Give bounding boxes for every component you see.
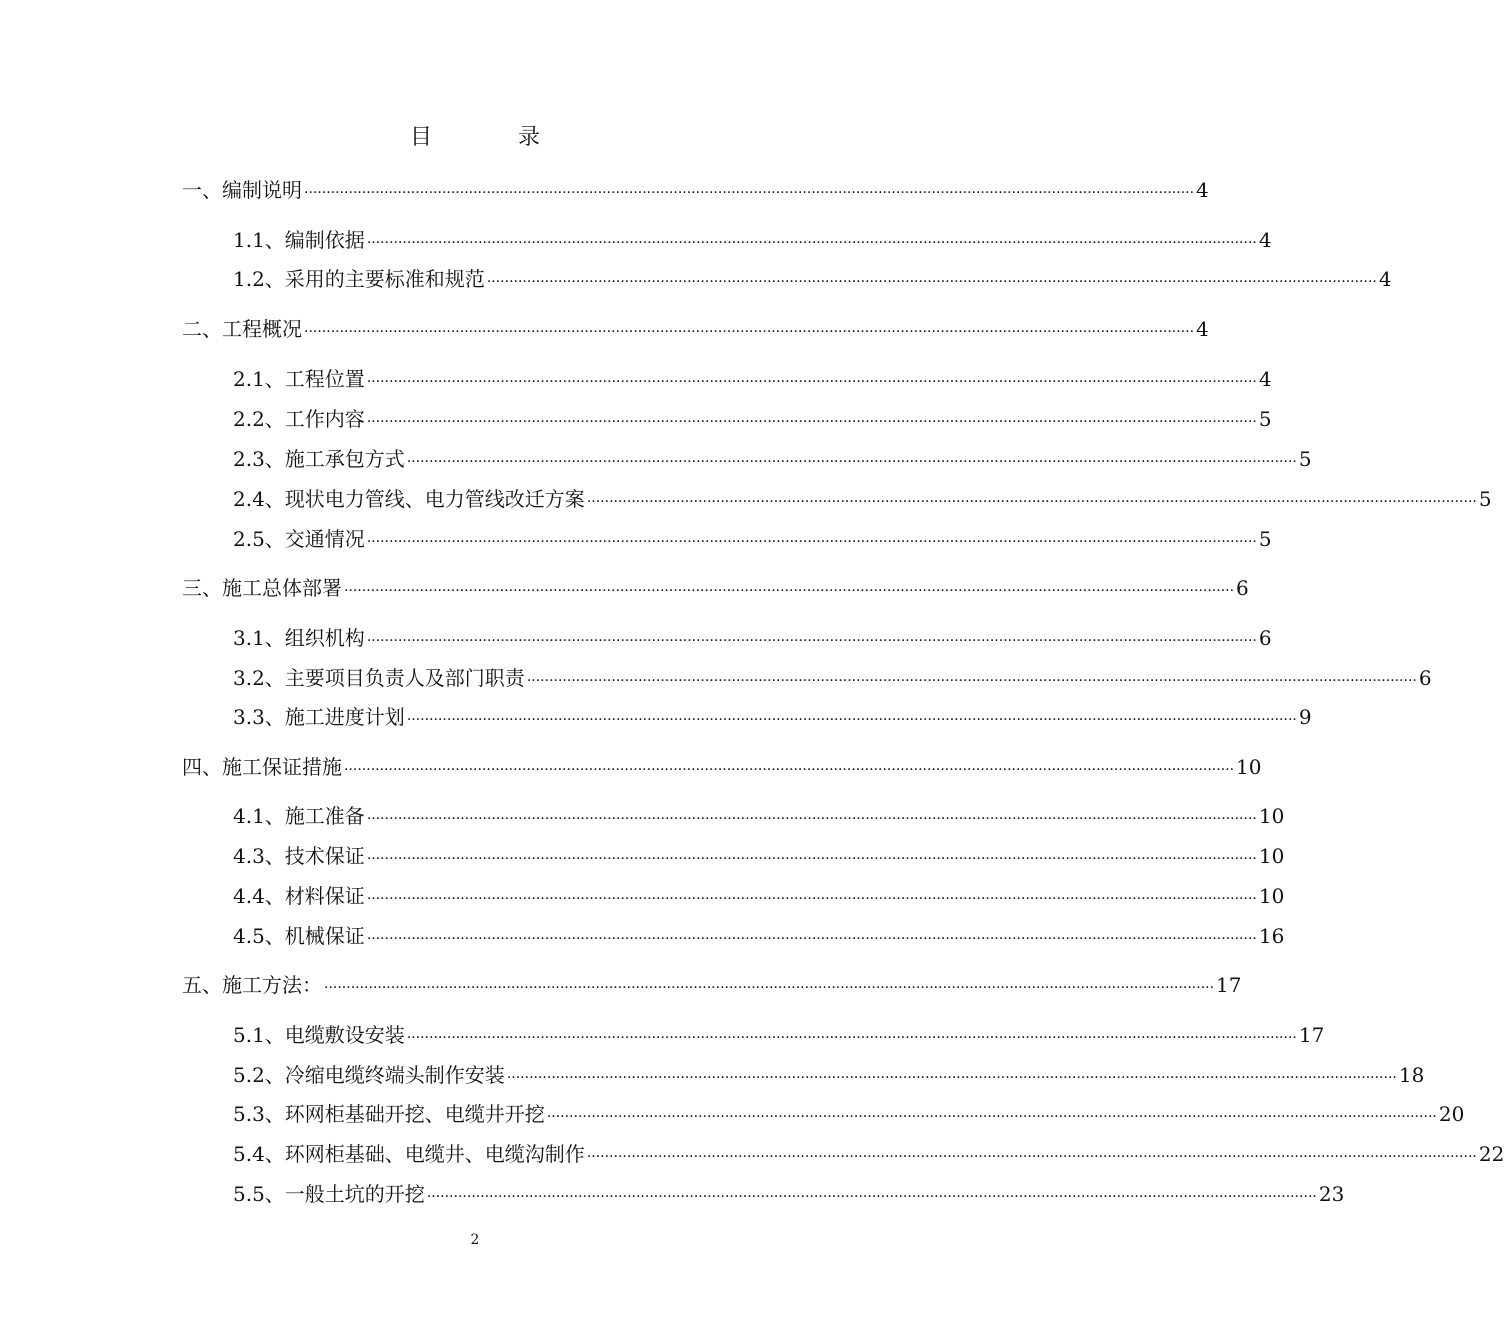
toc-entry-label: 1.1、编制依据	[233, 228, 365, 252]
dot-leader: ········································································································································································································	[366, 414, 1257, 430]
dot-leader: ········································································································································································································	[366, 633, 1257, 649]
toc-entry-label: 3.3、施工进度计划	[233, 705, 405, 729]
toc-entry-label: 2.4、现状电力管线、电力管线改迁方案	[233, 487, 585, 511]
toc-entry-section-2[interactable]	[182, 315, 1209, 343]
toc-entry-5-5[interactable]	[233, 1180, 1345, 1208]
dot-leader: ········································································································································································································	[344, 583, 1235, 599]
toc-entry-label: 三、施工总体部署	[182, 576, 342, 600]
toc-entry-section-4[interactable]	[182, 753, 1262, 781]
toc-entry-section-1[interactable]	[182, 176, 1209, 204]
toc-entry-label: 5.2、冷缩电缆终端头制作安装	[233, 1063, 505, 1087]
toc-entry-page: 4	[1258, 367, 1272, 391]
toc-entry-page: 23	[1318, 1182, 1345, 1206]
dot-leader: ········································································································································································································	[586, 494, 1477, 510]
toc-entry-section-3[interactable]	[182, 574, 1249, 602]
dot-leader: ········································································································································································································	[406, 712, 1297, 728]
toc-entry-section-5[interactable]	[182, 971, 1242, 999]
dot-leader: ········································································································································································································	[526, 673, 1417, 689]
page-number: 2	[470, 1232, 480, 1248]
toc-entry-2-5[interactable]	[233, 525, 1272, 553]
dot-leader: ········································································································································································································	[366, 374, 1257, 390]
toc-entry-page: 6	[1418, 666, 1432, 690]
dot-leader: ········································································································································································································	[366, 235, 1257, 251]
toc-entry-page: 20	[1438, 1102, 1465, 1126]
toc-entry-page: 5	[1478, 487, 1492, 511]
toc-entry-label: 2.5、交通情况	[233, 527, 365, 551]
toc-entry-2-2[interactable]	[233, 405, 1272, 433]
toc-entry-page: 5	[1298, 447, 1312, 471]
toc-entry-page: 4	[1196, 178, 1209, 202]
toc-entry-2-3[interactable]	[233, 445, 1312, 473]
toc-entry-label: 4.4、材料保证	[233, 884, 365, 908]
toc-entry-3-2[interactable]	[233, 664, 1432, 692]
toc-entry-page: 10	[1258, 804, 1285, 828]
toc-entry-label: 3.2、主要项目负责人及部门职责	[233, 666, 525, 690]
toc-entry-4-3[interactable]	[233, 842, 1285, 870]
toc-entry-1-2[interactable]	[233, 265, 1392, 293]
toc-entry-4-4[interactable]	[233, 882, 1285, 910]
dot-leader: ········································································································································································································	[406, 1030, 1297, 1046]
toc-entry-label: 4.3、技术保证	[233, 844, 365, 868]
toc-entry-4-5[interactable]	[233, 922, 1285, 950]
toc-entry-page: 4	[1258, 228, 1272, 252]
toc-entry-page: 17	[1216, 973, 1242, 997]
toc-entry-page: 5	[1258, 527, 1272, 551]
dot-leader: ········································································································································································································	[406, 454, 1297, 470]
dot-leader: ········································································································································································································	[546, 1109, 1437, 1125]
toc-entry-label: 3.1、组织机构	[233, 626, 365, 650]
toc-entry-1-1[interactable]	[233, 226, 1272, 254]
toc-entry-page: 4	[1378, 267, 1392, 291]
dot-leader: ········································································································································································································	[344, 762, 1235, 778]
toc-entry-2-1[interactable]	[233, 365, 1272, 393]
toc-entry-5-1[interactable]	[233, 1021, 1325, 1049]
toc-entry-page: 16	[1258, 924, 1285, 948]
toc-entry-page: 10	[1258, 844, 1285, 868]
toc-entry-page: 18	[1398, 1063, 1425, 1087]
dot-leader: ········································································································································································································	[486, 274, 1377, 290]
toc-entry-label: 2.3、施工承包方式	[233, 447, 405, 471]
dot-leader: ········································································································································································································	[304, 185, 1195, 201]
toc-entry-label: 2.2、工作内容	[233, 407, 365, 431]
dot-leader: ········································································································································································································	[366, 931, 1257, 947]
dot-leader: ········································································································································································································	[506, 1070, 1397, 1086]
dot-leader: ········································································································································································································	[366, 534, 1257, 550]
toc-entry-page: 4	[1196, 317, 1209, 341]
toc-entry-label: 一、编制说明	[182, 178, 302, 202]
toc-entry-page: 6	[1236, 576, 1249, 600]
dot-leader: ········································································································································································································	[304, 324, 1195, 340]
toc-entry-3-1[interactable]	[233, 624, 1272, 652]
toc-entry-label: 5.3、环网柜基础开挖、电缆井开挖	[233, 1102, 545, 1126]
toc-entry-page: 22	[1478, 1142, 1504, 1166]
page-title: 目 录	[409, 125, 572, 150]
toc-entry-label: 2.1、工程位置	[233, 367, 365, 391]
toc-entry-page: 6	[1258, 626, 1272, 650]
toc-entry-5-4[interactable]	[233, 1140, 1504, 1168]
toc-entry-label: 四、施工保证措施	[182, 755, 342, 779]
toc-entry-page: 9	[1298, 705, 1312, 729]
toc-entry-page: 10	[1258, 884, 1285, 908]
toc-entry-3-3[interactable]	[233, 703, 1312, 731]
dot-leader: ········································································································································································································	[366, 891, 1257, 907]
dot-leader: ········································································································································································································	[586, 1149, 1477, 1165]
toc-entry-2-4[interactable]	[233, 485, 1492, 513]
toc-entry-4-1[interactable]	[233, 802, 1285, 830]
dot-leader: ········································································································································································································	[366, 811, 1257, 827]
toc-entry-5-2[interactable]	[233, 1061, 1425, 1089]
toc-entry-label: 1.2、采用的主要标准和规范	[233, 267, 485, 291]
toc-entry-label: 二、工程概况	[182, 317, 302, 341]
toc-entry-label: 4.5、机械保证	[233, 924, 365, 948]
dot-leader: ········································································································································································································	[366, 851, 1257, 867]
dot-leader: ········································································································································································································	[324, 980, 1215, 996]
toc-entry-label: 5.4、环网柜基础、电缆井、电缆沟制作	[233, 1142, 585, 1166]
toc-entry-page: 17	[1298, 1023, 1325, 1047]
toc-entry-5-3[interactable]	[233, 1100, 1465, 1128]
toc-entry-label: 五、施工方法：	[182, 973, 322, 997]
toc-entry-label: 5.1、电缆敷设安装	[233, 1023, 405, 1047]
toc-entry-page: 10	[1236, 755, 1262, 779]
toc-entry-label: 5.5、一般土坑的开挖	[233, 1182, 425, 1206]
dot-leader: ········································································································································································································	[426, 1189, 1317, 1205]
toc-entry-label: 4.1、施工准备	[233, 804, 365, 828]
toc-entry-page: 5	[1258, 407, 1272, 431]
